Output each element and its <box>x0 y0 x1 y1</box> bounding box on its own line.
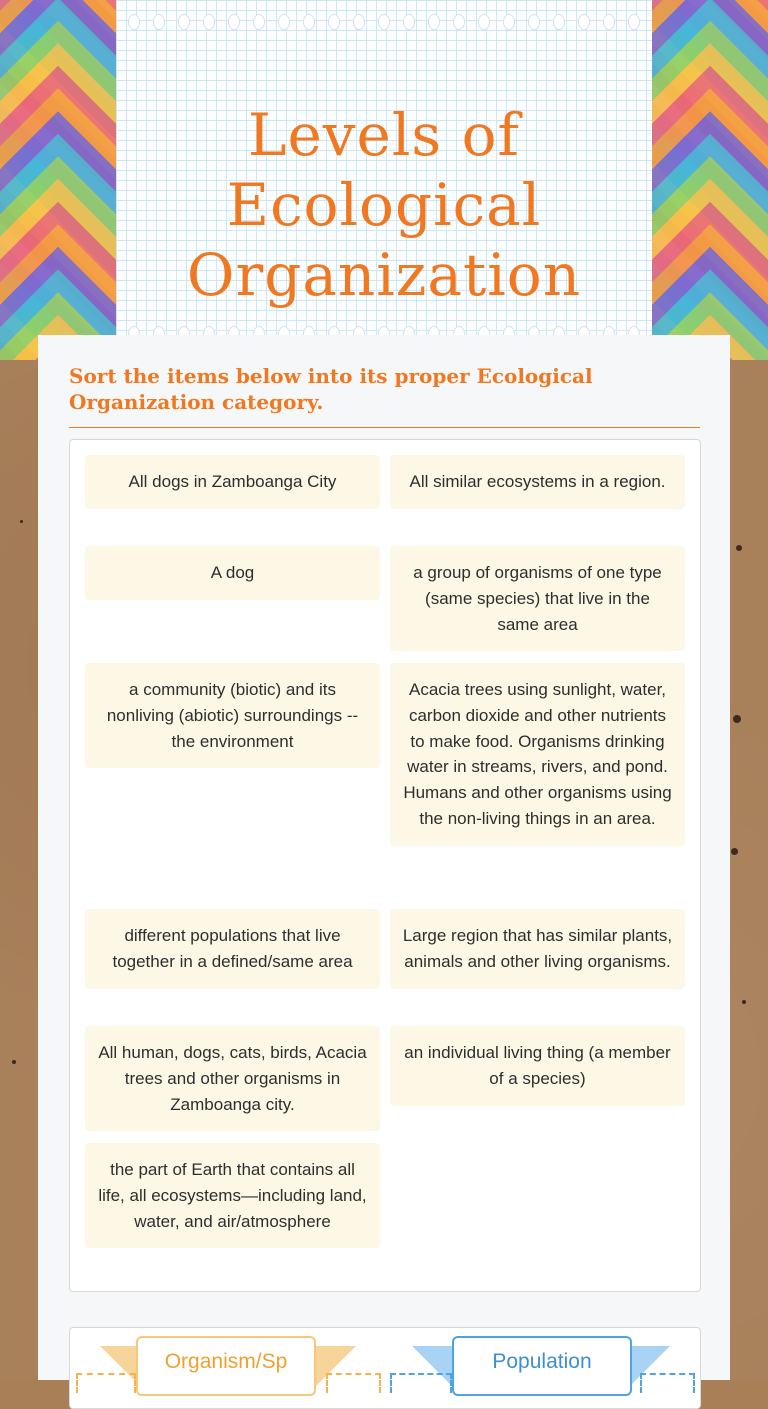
page-title: Levels of Ecological Organization <box>186 101 582 309</box>
divider <box>69 427 700 428</box>
sort-item[interactable]: Large region that has similar plants, animals and other living organisms. <box>390 909 685 989</box>
category-label: Organism/Sp <box>136 1336 316 1396</box>
worksheet-card <box>38 335 730 1380</box>
drop-zone-border <box>640 1373 695 1393</box>
sort-item[interactable]: different populations that live together in a defined/same area <box>85 909 380 989</box>
drop-zone-border <box>326 1373 381 1393</box>
chevron-pattern-left <box>0 0 116 360</box>
header-banner <box>0 0 768 360</box>
chevron-pattern-right <box>652 0 768 360</box>
sort-item[interactable]: Acacia trees using sunlight, water, carbon dioxide and other nutrients to make food. Organisms drinking water in streams, rivers, and pond. Humans and other organisms using the non-living things in an area. <box>390 663 685 846</box>
drop-zone-border <box>390 1373 452 1393</box>
sort-item[interactable]: a community (biotic) and its nonliving (abiotic) surroundings -- the environment <box>85 663 380 768</box>
sort-item[interactable]: the part of Earth that contains all life, all ecosystems—including land, water, and air/atmosphere <box>85 1143 380 1248</box>
instructions-heading: Sort the items below into its proper Ecological Organization category. <box>69 364 593 414</box>
sort-item[interactable]: All similar ecosystems in a region. <box>390 455 685 509</box>
sort-item[interactable]: All dogs in Zamboanga City <box>85 455 380 509</box>
category-organism[interactable] <box>76 1336 381 1396</box>
sort-item[interactable]: a group of organisms of one type (same species) that live in the same area <box>390 546 685 651</box>
sort-item[interactable]: A dog <box>85 546 380 600</box>
category-population[interactable] <box>390 1336 695 1396</box>
notebook-holes-top <box>128 14 640 30</box>
drop-zone-border <box>76 1373 136 1393</box>
sort-items-panel <box>69 439 701 1292</box>
sort-item[interactable]: All human, dogs, cats, birds, Acacia trees and other organisms in Zamboanga city. <box>85 1026 380 1131</box>
category-bins <box>69 1327 701 1409</box>
category-label: Population <box>452 1336 632 1396</box>
sort-item[interactable]: an individual living thing (a member of a species) <box>390 1026 685 1106</box>
